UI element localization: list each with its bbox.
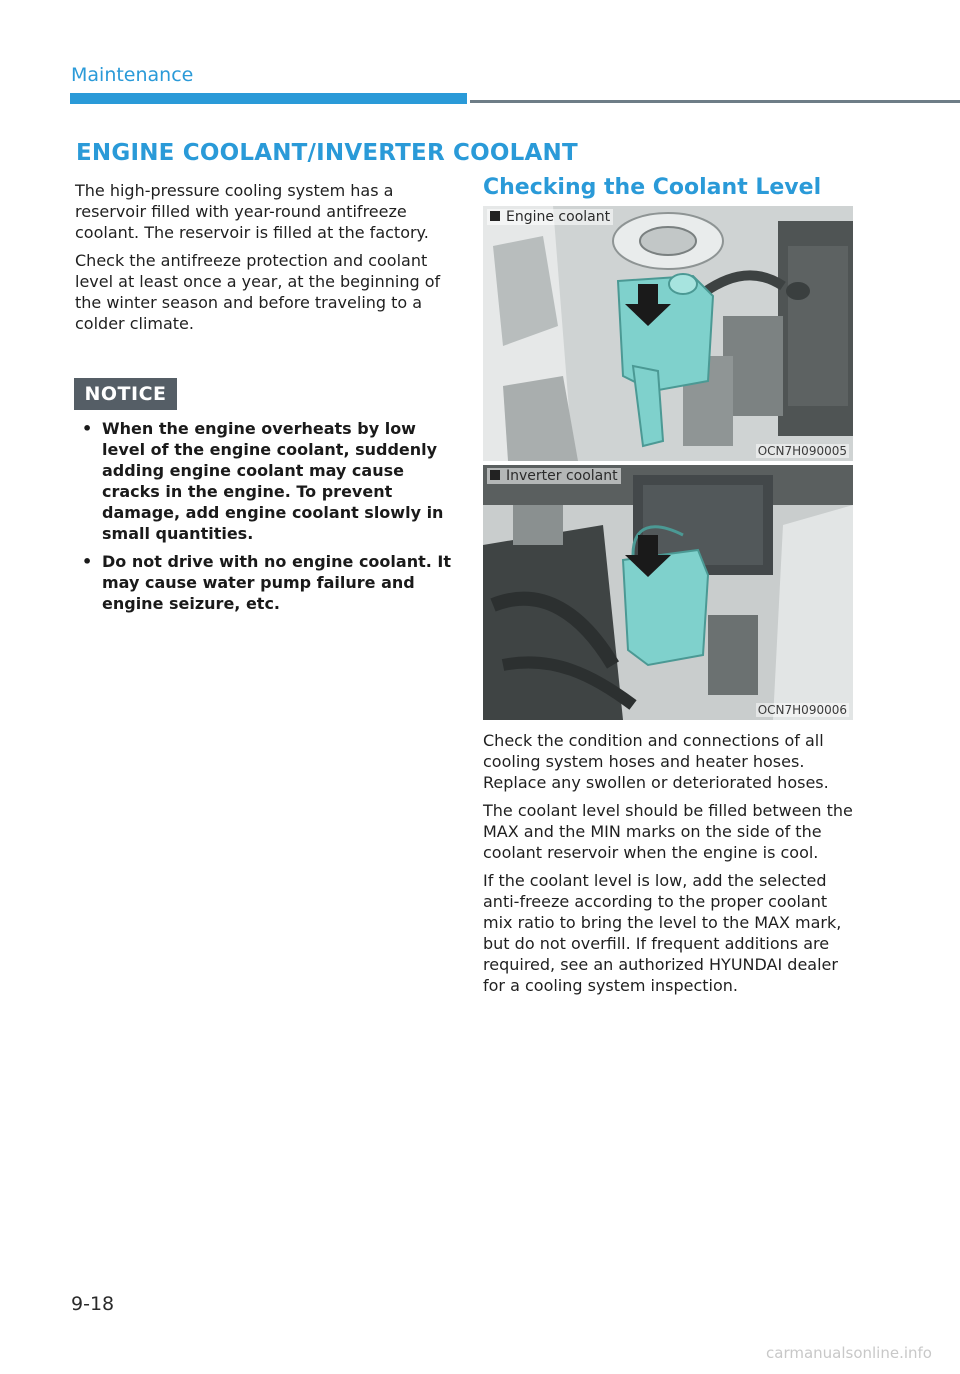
engine-coolant-figure [483, 206, 853, 461]
body-paragraph: The coolant level should be filled between the MAX and the MIN marks on the side of the coolant reservoir when the engine is cool. [483, 801, 853, 862]
notice-item-text: When the engine overheats by low level of the engine coolant, suddenly adding engine coolant may cause cracks in the engine. To prevent damage, add engine coolant slowly in small quantities. [102, 419, 444, 543]
notice-item [82, 551, 452, 614]
section-subheading: Checking the Coolant Level [483, 175, 822, 200]
figure-caption [487, 209, 613, 225]
square-marker-icon [490, 211, 500, 221]
figure-caption [487, 468, 621, 484]
inverter-coolant-figure [483, 465, 853, 720]
inverter-bay-illustration [483, 465, 853, 720]
square-marker-icon [490, 470, 500, 480]
engine-bay-illustration [483, 206, 853, 461]
intro-column [75, 180, 455, 341]
body-paragraph: Check the condition and connections of all cooling system hoses and heater hoses. Replace any swollen or deteriorated hoses. [483, 731, 829, 792]
header-rule [470, 100, 960, 103]
page-number: 9-18 [71, 1293, 115, 1315]
notice-badge: NOTICE [74, 378, 177, 410]
notice-list [82, 418, 452, 621]
body-column [483, 730, 858, 1003]
section-label: Maintenance [71, 64, 194, 86]
watermark: carmanualsonline.info [766, 1344, 932, 1362]
body-paragraph: If the coolant level is low, add the selected anti-freeze according to the proper coolant mix ratio to bring the level to the MAX mark, but do not overfill. If frequent additions are required, see an authorized HYUNDAI dealer for a cooling system inspection. [483, 871, 842, 995]
figure-code: OCN7H090006 [757, 703, 847, 717]
figure-code: OCN7H090005 [757, 444, 847, 458]
intro-paragraph: Check the antifreeze protection and coolant level at least once a year, at the beginning of the winter season and before traveling to a colder climate. [75, 251, 441, 333]
page-title: ENGINE COOLANT/INVERTER COOLANT [76, 140, 578, 166]
bullet-icon: • [82, 552, 93, 571]
figure-caption-text: Inverter coolant [506, 468, 618, 484]
intro-paragraph: The high-pressure cooling system has a reservoir filled with year-round antifreeze coolant. The reservoir is filled at the factory. [75, 181, 429, 242]
figure-caption-text: Engine coolant [506, 209, 611, 225]
header-rule-accent [70, 93, 467, 104]
bullet-icon: • [82, 419, 93, 438]
notice-item [82, 418, 452, 544]
notice-item-text: Do not drive with no engine coolant. It may cause water pump failure and engine seizure, etc. [102, 552, 451, 613]
